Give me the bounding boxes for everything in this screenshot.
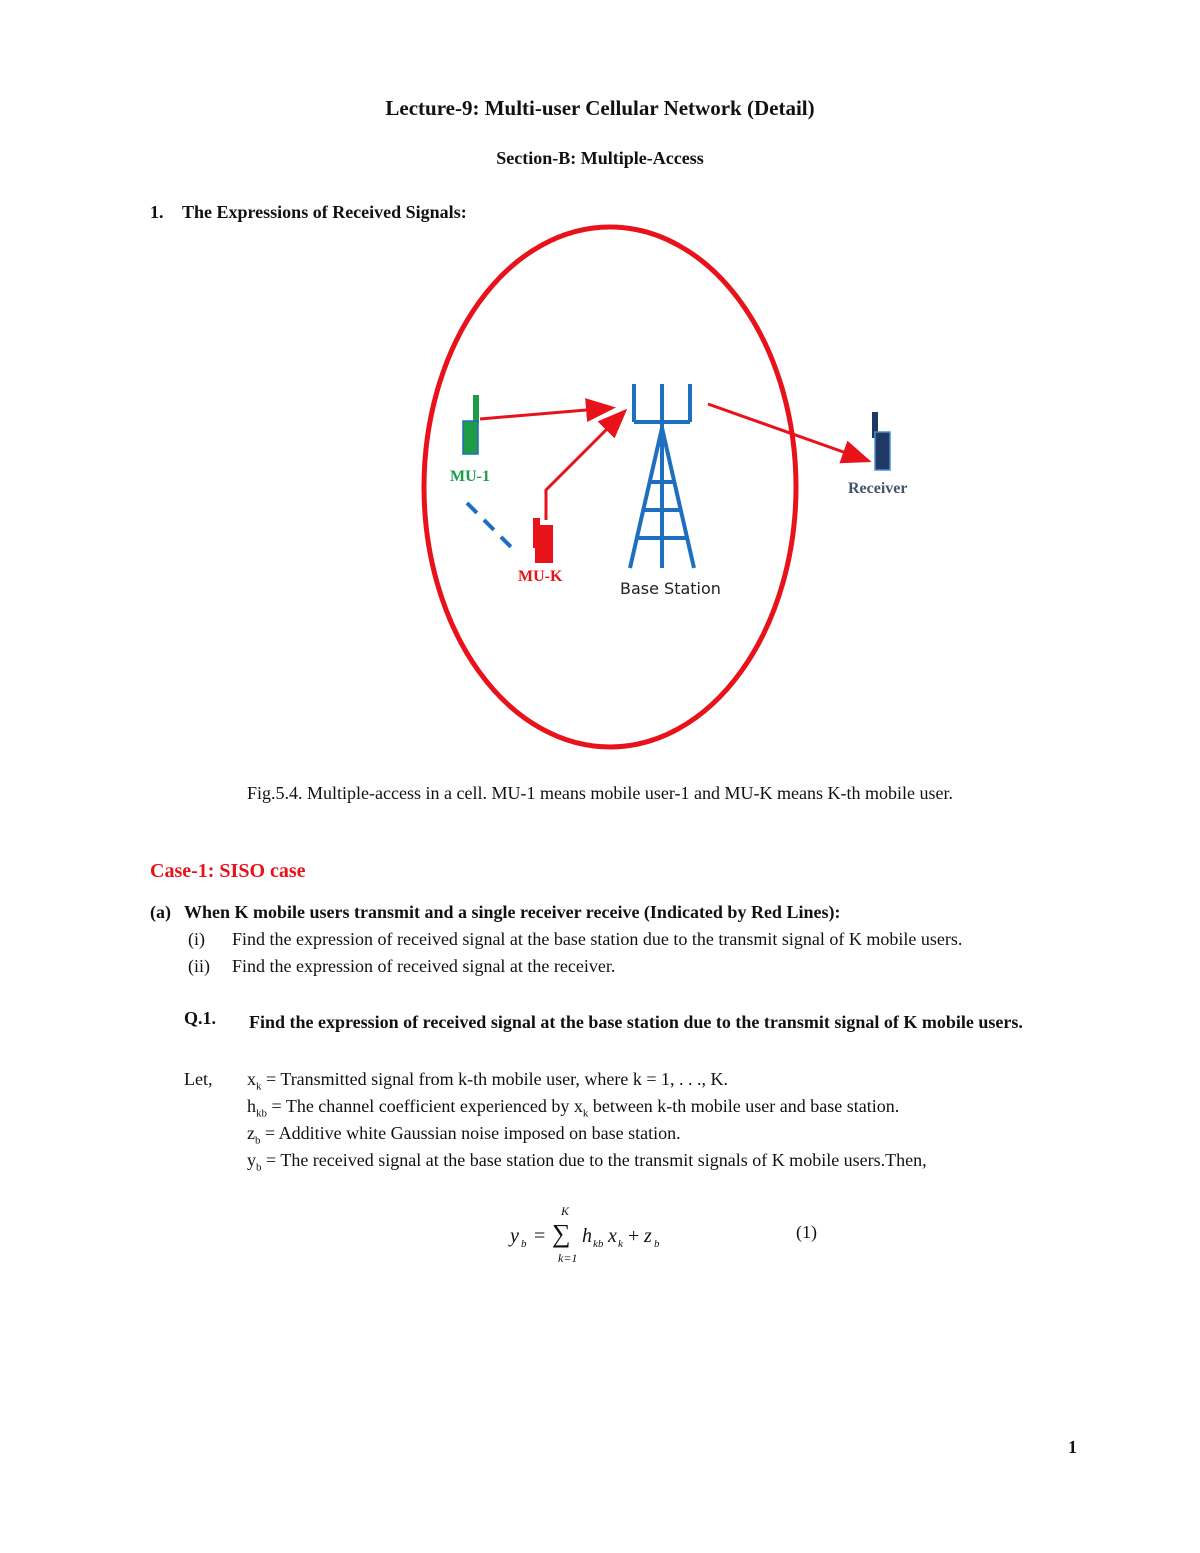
equation-number: (1) bbox=[796, 1222, 817, 1242]
eq-sum: ∑ bbox=[552, 1219, 571, 1248]
eq-lower: k=1 bbox=[558, 1251, 578, 1265]
muk-device-icon bbox=[533, 518, 553, 563]
arrow-muk-to-bs bbox=[546, 413, 623, 520]
cell-diagram bbox=[420, 228, 908, 758]
section-heading bbox=[150, 202, 467, 223]
eq-term3: z bbox=[644, 1225, 652, 1247]
section-heading-text: The Expressions of Received Signals: bbox=[182, 202, 467, 222]
receiver-label: Receiver bbox=[848, 480, 908, 497]
list-item-number: (ii) bbox=[188, 956, 210, 976]
page-title: Lecture-9: Multi-user Cellular Network (Detail) bbox=[385, 96, 815, 120]
definition-hkb: $h_{kb}$ = The channel coefficient experienced by $x_k$ between k-th mobile user and base station. bbox=[247, 1096, 900, 1120]
eq-term2: x bbox=[608, 1225, 617, 1247]
definition-zb: $z_b$ = Additive white Gaussian noise imposed on base station. bbox=[247, 1123, 681, 1147]
section-title: Section-B: Multiple-Access bbox=[496, 148, 704, 168]
list-item-text: Find the expression of received signal at the receiver. bbox=[232, 956, 616, 976]
eq-equals: = bbox=[534, 1225, 546, 1247]
section-number: 1. bbox=[150, 202, 164, 222]
eq-term1-sub: kb bbox=[593, 1238, 604, 1250]
definition-yb: $y_b$ = The received signal at the base station due to the transmit signals of K mobile users.Then, bbox=[247, 1150, 927, 1174]
part-a-label: (a) bbox=[150, 902, 171, 922]
definition-xk: $x_k$ = Transmitted signal from k-th mobile user, where k = 1, . . ., K. bbox=[247, 1069, 729, 1093]
eq-lhs: y bbox=[510, 1225, 519, 1247]
figure-caption: Fig.5.4. Multiple-access in a cell. MU-1 means mobile user-1 and MU-K means K-th mobile user. bbox=[247, 783, 953, 803]
base-station-label: Base Station bbox=[620, 579, 721, 598]
eq-term1: h bbox=[582, 1225, 592, 1247]
equation bbox=[500, 1200, 700, 1270]
eq-term2-sub: k bbox=[618, 1238, 623, 1250]
part-a-text: When K mobile users transmit and a single receiver receive (Indicated by Red Lines): bbox=[184, 902, 841, 922]
list-item bbox=[188, 929, 962, 950]
eq-plus: + bbox=[628, 1225, 640, 1247]
arrow-mu1-to-bs bbox=[480, 408, 610, 419]
receiver-device-icon bbox=[872, 412, 890, 470]
part-a bbox=[150, 902, 840, 923]
question-number: Q.1. bbox=[184, 1008, 217, 1028]
eq-lhs-sub: b bbox=[521, 1238, 527, 1250]
eq-term3-sub: b bbox=[654, 1238, 660, 1250]
let-label: Let, bbox=[184, 1069, 213, 1089]
mu1-label: MU-1 bbox=[450, 468, 490, 485]
list-item bbox=[188, 956, 615, 977]
base-station-tower-icon bbox=[630, 384, 694, 568]
page-number: 1 bbox=[1068, 1437, 1077, 1457]
list-item-number: (i) bbox=[188, 929, 205, 949]
dashed-link bbox=[467, 503, 512, 548]
mu1-device-icon bbox=[463, 395, 479, 454]
case-heading: Case-1: SISO case bbox=[150, 860, 306, 882]
question-text: Find the expression of received signal at the base station due to the transmit signal of K mobile users. bbox=[249, 1012, 1023, 1032]
eq-upper: K bbox=[561, 1204, 570, 1218]
cell-circle bbox=[424, 227, 796, 747]
list-item-text: Find the expression of received signal at the base station due to the transmit signal of K mobile users. bbox=[232, 929, 963, 949]
muk-label: MU-K bbox=[518, 568, 563, 585]
